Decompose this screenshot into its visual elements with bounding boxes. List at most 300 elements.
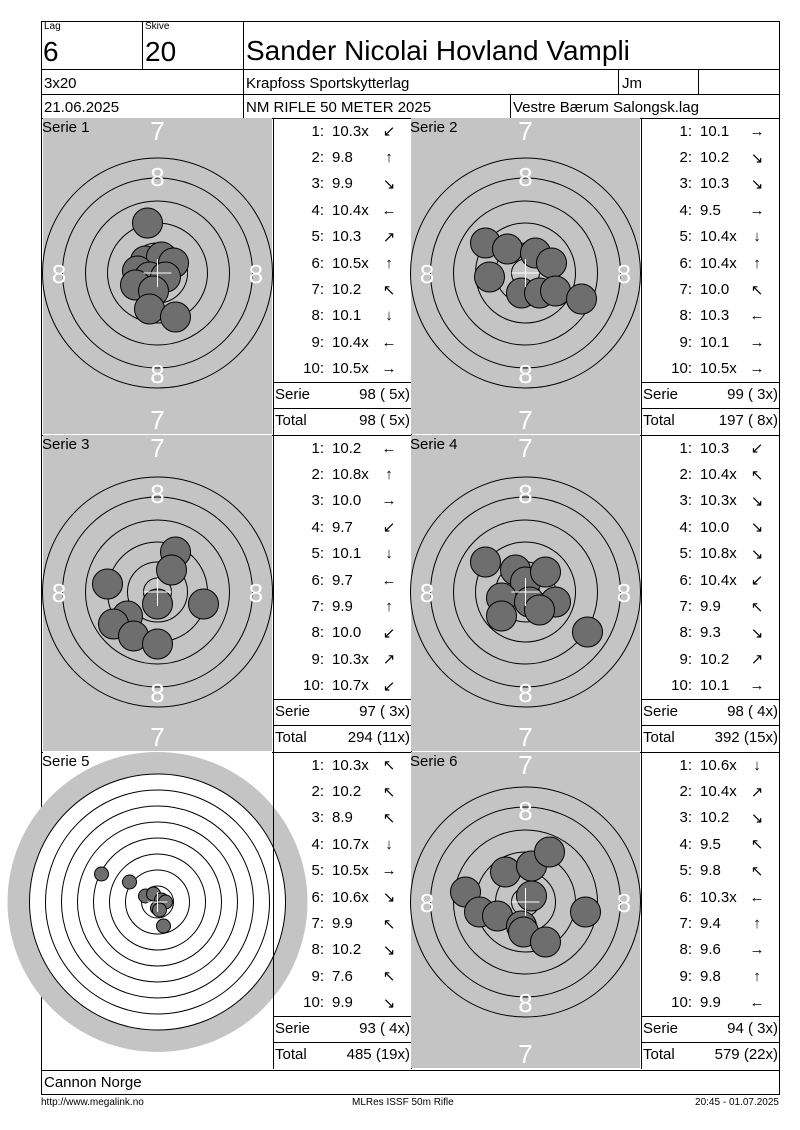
shot-direction-arrow-icon: ↗ (750, 783, 764, 801)
shot-number: 10: (671, 677, 692, 695)
lag-value: 6 (43, 36, 59, 67)
shot-score: 10.3 (700, 439, 730, 457)
shot-direction-arrow-icon: → (381, 492, 397, 510)
shot-row (274, 858, 404, 884)
shot-number: 2: (679, 149, 692, 167)
shot-direction-arrow-icon: ↘ (750, 545, 764, 563)
shot-score: 10.5x (332, 360, 369, 378)
ring-number: 7 (154, 842, 161, 853)
shot-direction-arrow-icon: ↙ (382, 624, 396, 642)
shot-score: 10.4x (700, 466, 737, 484)
shot-direction-arrow-icon: ↖ (382, 968, 396, 986)
target-image (43, 118, 272, 434)
ring-number: 3 (34, 898, 41, 909)
target-image (43, 435, 272, 751)
shot-number: 9: (679, 333, 692, 351)
shot-hole (571, 897, 601, 927)
shot-direction-arrow-icon: ↖ (382, 281, 396, 299)
shot-score: 10.6x (332, 888, 369, 906)
ring-number-8: 8 (150, 359, 165, 389)
shot-direction-arrow-icon: ↘ (750, 624, 764, 642)
shot-number: 10: (303, 360, 324, 378)
shot-score: 10.5x (332, 254, 369, 272)
shot-row (642, 250, 772, 276)
total-score: 392 (15x) (714, 729, 778, 746)
shot-number: 6: (679, 254, 692, 272)
shot-direction-arrow-icon: ↑ (385, 149, 393, 167)
shot-direction-arrow-icon: ↘ (750, 492, 764, 510)
shot-number: 7: (679, 598, 692, 616)
shot-direction-arrow-icon: ← (381, 333, 397, 351)
shot-row (642, 805, 772, 831)
ring-number: 3 (154, 1018, 161, 1029)
target-image (34, 752, 281, 1068)
shot-direction-arrow-icon: → (749, 677, 765, 695)
shot-hole (157, 555, 187, 585)
shot-score: 10.7x (332, 835, 369, 853)
shot-hole (471, 547, 501, 577)
shot-direction-arrow-icon: ↓ (385, 307, 393, 325)
shot-hole (157, 919, 171, 933)
shot-number: 4: (679, 835, 692, 853)
shot-row (274, 805, 404, 831)
serie-label: Serie (275, 386, 311, 403)
club: Krapfoss Sportskytterlag (246, 75, 410, 92)
sponsor: Cannon Norge (44, 1074, 142, 1091)
serie-label: Serie (275, 703, 311, 720)
total-label: Total (643, 729, 675, 746)
shot-row (642, 593, 772, 619)
ring-number: 8 (154, 858, 161, 869)
footer-software: MLRes ISSF 50m Rifle (352, 1097, 454, 1108)
shot-row (274, 118, 404, 144)
shot-row (274, 197, 404, 223)
ring-number-8: 8 (518, 796, 533, 826)
shot-number: 5: (679, 545, 692, 563)
shot-number: 1: (679, 122, 692, 140)
skive-value: 20 (145, 36, 177, 67)
target-image (411, 118, 640, 434)
shot-number: 5: (311, 545, 324, 563)
shot-number: 7: (311, 598, 324, 616)
shot-score: 9.5 (700, 201, 721, 219)
serie-score: 98 ( 5x) (359, 386, 410, 403)
shot-row (642, 144, 772, 170)
shot-direction-arrow-icon: ↑ (753, 915, 761, 933)
ring-number-7: 7 (150, 405, 165, 435)
shot-score: 9.8 (700, 967, 721, 985)
shot-direction-arrow-icon: ↘ (750, 809, 764, 827)
shot-direction-arrow-icon: ↖ (750, 466, 764, 484)
ring-number: 4 (258, 898, 265, 909)
shot-score: 10.2 (700, 149, 730, 167)
shot-hole (493, 234, 523, 264)
shot-number: 2: (679, 783, 692, 801)
shot-hole (491, 857, 521, 887)
shot-score: 10.1 (700, 677, 730, 695)
shot-row (642, 461, 772, 487)
shot-row (642, 831, 772, 857)
shot-number: 6: (311, 571, 324, 589)
shot-score: 10.5x (700, 360, 737, 378)
ring-number: 7 (98, 898, 105, 909)
shot-number: 3: (679, 175, 692, 193)
shot-score: 9.7 (332, 518, 353, 536)
shot-score: 10.1 (332, 545, 362, 563)
shot-number: 5: (311, 228, 324, 246)
shot-hole (133, 208, 163, 238)
shot-hole (143, 629, 173, 659)
shot-row (642, 224, 772, 250)
shot-number: 4: (679, 201, 692, 219)
shot-row (274, 990, 404, 1016)
shot-direction-arrow-icon: ↘ (382, 994, 396, 1012)
shot-hole (541, 276, 571, 306)
ring-number-7: 7 (518, 116, 533, 146)
shot-row (274, 303, 404, 329)
shot-hole (123, 875, 137, 889)
shot-direction-arrow-icon: → (749, 333, 765, 351)
shot-direction-arrow-icon: → (749, 122, 765, 140)
shot-score: 10.8x (700, 545, 737, 563)
shot-number: 8: (311, 307, 324, 325)
ring-number-7: 7 (518, 750, 533, 780)
shot-direction-arrow-icon: ↖ (382, 915, 396, 933)
shot-number: 1: (679, 756, 692, 774)
ring-number: 7 (154, 954, 161, 965)
ring-number: 6 (82, 898, 89, 909)
shot-row (642, 171, 772, 197)
shot-row (274, 250, 404, 276)
shot-direction-arrow-icon: ↖ (750, 598, 764, 616)
ring-number-8: 8 (518, 359, 533, 389)
shot-number: 10: (671, 360, 692, 378)
shot-number: 3: (679, 492, 692, 510)
shot-score: 10.3x (700, 492, 737, 510)
shot-score: 10.0 (332, 492, 362, 510)
shot-row (274, 541, 404, 567)
shot-number: 4: (679, 518, 692, 536)
shot-score: 8.9 (332, 809, 353, 827)
shot-number: 7: (311, 281, 324, 299)
shot-hole (531, 557, 561, 587)
ring-number: 8 (194, 898, 201, 909)
shot-score: 10.1 (700, 333, 730, 351)
shot-direction-arrow-icon: ↑ (385, 466, 393, 484)
footer-timestamp: 20:45 - 01.07.2025 (695, 1097, 779, 1108)
shot-score: 10.2 (332, 439, 362, 457)
shot-table (274, 435, 404, 699)
shot-score: 10.1 (700, 122, 730, 140)
shot-direction-arrow-icon: ↙ (750, 572, 764, 590)
shot-number: 1: (311, 756, 324, 774)
shot-direction-arrow-icon: ↗ (750, 651, 764, 669)
ring-number: 3 (154, 778, 161, 789)
shot-table (642, 118, 772, 382)
series-title: Serie 5 (42, 753, 90, 770)
shot-row (274, 461, 404, 487)
ring-number-8: 8 (51, 578, 67, 608)
shot-number: 4: (311, 518, 324, 536)
ring-number-7: 7 (518, 1039, 533, 1069)
ring-number-8: 8 (419, 888, 435, 918)
shot-hole (567, 284, 597, 314)
shot-row (642, 910, 772, 936)
ring-number: 4 (154, 1002, 161, 1013)
shot-score: 10.2 (700, 809, 730, 827)
footer-url: http://www.megalink.no (41, 1097, 144, 1108)
ring-number-7: 7 (518, 433, 533, 463)
shot-score: 10.4x (700, 254, 737, 272)
shot-number: 2: (311, 149, 324, 167)
ring-number-8: 8 (518, 479, 533, 509)
shot-direction-arrow-icon: ↙ (382, 677, 396, 695)
shot-score: 10.4x (700, 571, 737, 589)
shot-number: 8: (679, 307, 692, 325)
shot-row (642, 541, 772, 567)
event-name: NM RIFLE 50 METER 2025 (246, 99, 432, 116)
shot-number: 9: (679, 967, 692, 985)
shot-score: 9.5 (700, 835, 721, 853)
shot-score: 10.7x (332, 677, 369, 695)
venue: Vestre Bærum Salongsk.lag (513, 99, 699, 116)
total-score: 98 ( 5x) (359, 412, 410, 429)
shot-direction-arrow-icon: ↗ (382, 651, 396, 669)
shot-row (274, 356, 404, 382)
shot-direction-arrow-icon: ↘ (382, 889, 396, 907)
shot-number: 9: (311, 967, 324, 985)
shot-score: 10.3x (332, 122, 369, 140)
shot-direction-arrow-icon: → (749, 360, 765, 378)
series-title: Serie 2 (410, 119, 458, 136)
shot-row (642, 567, 772, 593)
serie-score: 97 ( 3x) (359, 703, 410, 720)
shot-hole (153, 903, 167, 917)
shot-direction-arrow-icon: ↘ (750, 519, 764, 537)
shot-row (642, 197, 772, 223)
shot-row (274, 620, 404, 646)
target-image (411, 435, 640, 751)
shot-row (274, 673, 404, 699)
shot-score: 10.2 (332, 783, 362, 801)
shot-score: 10.0 (700, 281, 730, 299)
serie-label: Serie (643, 703, 679, 720)
shot-direction-arrow-icon: ↑ (753, 967, 761, 985)
shot-hole (487, 601, 517, 631)
shot-row (274, 963, 404, 989)
shot-number: 4: (311, 201, 324, 219)
shot-row (642, 963, 772, 989)
shot-number: 1: (311, 122, 324, 140)
shot-row (274, 910, 404, 936)
shot-hole (135, 294, 165, 324)
total-score: 579 (22x) (714, 1046, 778, 1063)
shot-number: 6: (679, 888, 692, 906)
shot-row (642, 858, 772, 884)
shot-score: 10.3x (332, 756, 369, 774)
ring-number-8: 8 (616, 578, 632, 608)
shot-number: 3: (311, 175, 324, 193)
shot-row (642, 620, 772, 646)
shot-direction-arrow-icon: ↘ (382, 175, 396, 193)
skive-label: Skive (145, 21, 170, 32)
shot-table (642, 752, 772, 1016)
ring-number: 4 (154, 794, 161, 805)
shot-row (274, 752, 404, 778)
shot-direction-arrow-icon: ← (381, 571, 397, 589)
shot-hole (535, 837, 565, 867)
shot-hole (475, 262, 505, 292)
shot-number: 2: (679, 466, 692, 484)
ring-number: 8 (114, 898, 121, 909)
shot-score: 9.9 (700, 994, 721, 1012)
ring-number-7: 7 (150, 722, 165, 752)
shot-number: 5: (679, 228, 692, 246)
shot-direction-arrow-icon: ↘ (750, 149, 764, 167)
shot-score: 10.3x (700, 888, 737, 906)
ring-number: 5 (154, 810, 161, 821)
shot-direction-arrow-icon: → (381, 360, 397, 378)
shooter-class: Jm (622, 75, 642, 92)
shot-score: 9.8 (700, 862, 721, 880)
shot-number: 8: (311, 624, 324, 642)
shot-row (274, 276, 404, 302)
shot-score: 9.7 (332, 571, 353, 589)
shot-direction-arrow-icon: → (381, 862, 397, 880)
serie-label: Serie (275, 1020, 311, 1037)
shot-direction-arrow-icon: ↖ (382, 809, 396, 827)
shot-row (642, 778, 772, 804)
shot-score: 9.9 (700, 598, 721, 616)
shot-row (642, 514, 772, 540)
shot-score: 10.4x (700, 228, 737, 246)
total-label: Total (643, 1046, 675, 1063)
shot-score: 10.4x (332, 333, 369, 351)
shot-direction-arrow-icon: ↖ (750, 862, 764, 880)
shot-row (274, 488, 404, 514)
shot-direction-arrow-icon: ↙ (382, 123, 396, 141)
shot-direction-arrow-icon: ↓ (753, 228, 761, 246)
shot-row (642, 937, 772, 963)
ring-number-8: 8 (616, 888, 632, 918)
shot-number: 8: (311, 941, 324, 959)
shot-row (274, 435, 404, 461)
shot-score: 9.6 (700, 941, 721, 959)
shot-number: 5: (311, 862, 324, 880)
total-label: Total (275, 1046, 307, 1063)
shot-number: 7: (679, 915, 692, 933)
shot-row (642, 356, 772, 382)
shot-number: 6: (311, 888, 324, 906)
serie-score: 93 ( 4x) (359, 1020, 410, 1037)
shot-row (274, 646, 404, 672)
ring-number-7: 7 (150, 433, 165, 463)
serie-label: Serie (643, 1020, 679, 1037)
shot-number: 6: (679, 571, 692, 589)
shot-direction-arrow-icon: ↑ (753, 254, 761, 272)
serie-score: 99 ( 3x) (727, 386, 778, 403)
shot-row (642, 884, 772, 910)
ring-number: 6 (154, 826, 161, 837)
match-date: 21.06.2025 (44, 99, 120, 116)
shot-score: 9.9 (332, 175, 353, 193)
shot-hole (95, 867, 109, 881)
ring-number-8: 8 (518, 988, 533, 1018)
serie-score: 94 ( 3x) (727, 1020, 778, 1037)
lag-label: Lag (44, 21, 61, 32)
shot-direction-arrow-icon: ← (749, 994, 765, 1012)
shot-row (274, 884, 404, 910)
shot-direction-arrow-icon: ↘ (750, 175, 764, 193)
ring-number-8: 8 (51, 259, 67, 289)
shot-number: 4: (311, 835, 324, 853)
shot-direction-arrow-icon: ↑ (385, 598, 393, 616)
shot-number: 7: (311, 915, 324, 933)
shot-number: 3: (679, 809, 692, 827)
shot-score: 7.6 (332, 967, 353, 985)
ring-number-8: 8 (248, 259, 264, 289)
shot-score: 10.2 (332, 941, 362, 959)
shot-score: 10.3 (700, 175, 730, 193)
shot-score: 10.3 (332, 228, 362, 246)
shot-score: 9.9 (332, 915, 353, 933)
shot-score: 10.0 (700, 518, 730, 536)
shot-direction-arrow-icon: ↘ (382, 941, 396, 959)
shot-number: 10: (303, 994, 324, 1012)
shot-direction-arrow-icon: → (749, 201, 765, 219)
series-title: Serie 4 (410, 436, 458, 453)
shot-row (274, 171, 404, 197)
ring-number-8: 8 (419, 578, 435, 608)
ring-number: 6 (226, 898, 233, 909)
shot-direction-arrow-icon: ↖ (750, 281, 764, 299)
shot-row (642, 646, 772, 672)
shot-number: 5: (679, 862, 692, 880)
ring-number: 6 (154, 970, 161, 981)
shot-table (274, 118, 404, 382)
shot-row (642, 673, 772, 699)
ring-number: 4 (50, 898, 57, 909)
shot-direction-arrow-icon: ↓ (385, 545, 393, 563)
shot-row (642, 488, 772, 514)
shot-number: 2: (311, 466, 324, 484)
program: 3x20 (44, 75, 77, 92)
shot-row (642, 752, 772, 778)
total-score: 294 (11x) (347, 729, 410, 746)
shot-score: 9.8 (332, 149, 353, 167)
shot-row (274, 593, 404, 619)
total-label: Total (275, 412, 307, 429)
shot-score: 10.2 (700, 650, 730, 668)
ring-number-8: 8 (419, 259, 435, 289)
total-score: 197 ( 8x) (718, 412, 778, 429)
shot-row (274, 831, 404, 857)
shot-hole (573, 617, 603, 647)
ring-number-8: 8 (150, 678, 165, 708)
shot-score: 9.9 (332, 994, 353, 1012)
shot-row (274, 329, 404, 355)
ring-number-8: 8 (616, 259, 632, 289)
shot-direction-arrow-icon: ↖ (382, 757, 396, 775)
serie-score: 98 ( 4x) (727, 703, 778, 720)
shot-score: 10.6x (700, 756, 737, 774)
shot-hole (93, 569, 123, 599)
shot-number: 8: (679, 624, 692, 642)
shot-score: 10.2 (332, 281, 362, 299)
shot-number: 9: (311, 650, 324, 668)
ring-number: 8 (154, 938, 161, 949)
shot-hole (517, 881, 547, 911)
